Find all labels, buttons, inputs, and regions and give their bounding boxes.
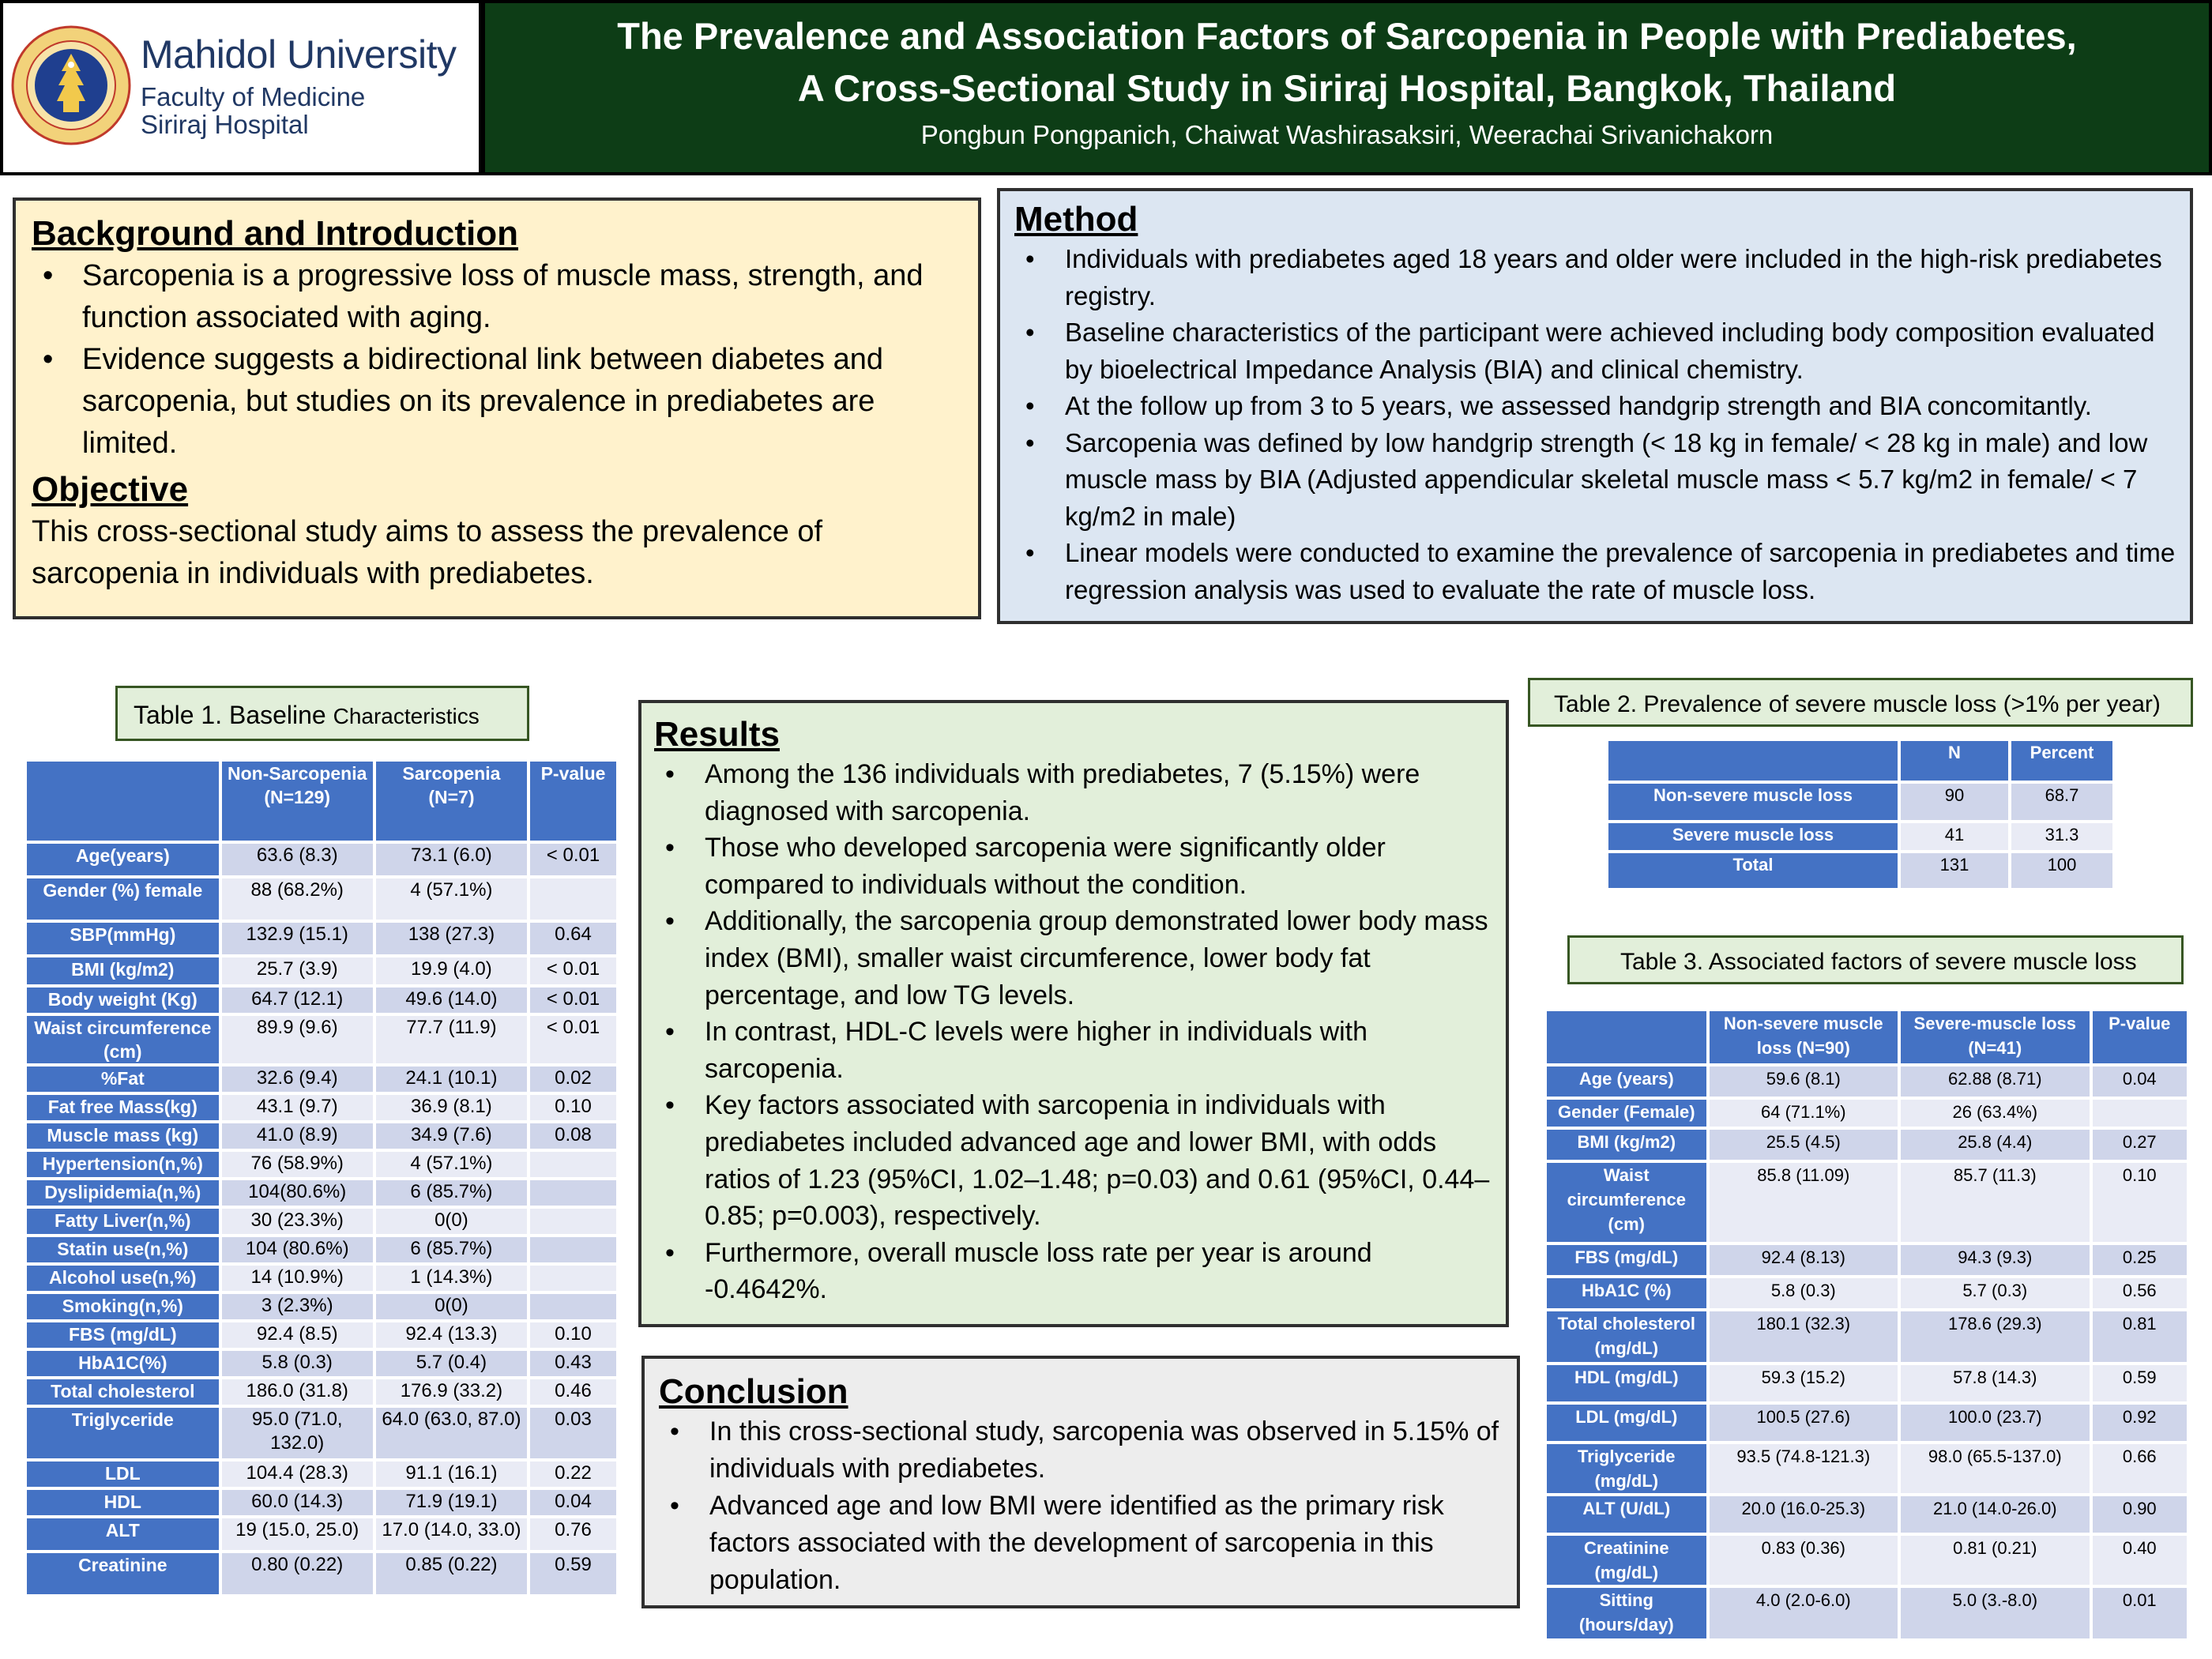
table-cell: 59.3 (15.2) [1710, 1365, 1898, 1401]
row-label: HDL (mg/dL) [1547, 1365, 1706, 1401]
table-row [27, 1016, 616, 1063]
table-row [1547, 1278, 2187, 1308]
table-cell: 5.7 (0.4) [376, 1351, 527, 1376]
method-bullet: • Linear models were conducted to examine the prevalence of sarcopenia in prediabetes and time regression analysis was used to evaluate the rate of muscle loss. [1014, 535, 2176, 608]
row-label: Fat free Mass(kg) [27, 1095, 219, 1120]
university-seal-logo [8, 22, 134, 149]
row-label: Non-severe muscle loss [1608, 784, 1898, 820]
row-label: Alcohol use(n,%) [27, 1266, 219, 1291]
row-label: Age (years) [1547, 1066, 1706, 1097]
table-cell: 64 (71.1%) [1710, 1100, 1898, 1127]
table-row [1547, 1245, 2187, 1275]
table-cell: < 0.01 [530, 1016, 616, 1063]
table-cell: 92.4 (8.13) [1710, 1245, 1898, 1275]
row-label: Hypertension(n,%) [27, 1152, 219, 1177]
table-cell: 0.46 [530, 1379, 616, 1405]
table-cell: 104(80.6%) [222, 1180, 373, 1206]
table-row [1547, 1130, 2187, 1160]
poster-title-line-2: A Cross-Sectional Study in Siriraj Hospital, Bangkok, Thailand [797, 67, 1897, 109]
conclusion-bullet: • Advanced age and low BMI were identified as the primary risk factors associated with the development of sarcopenia in this population. [659, 1488, 1503, 1599]
table-cell: 0.59 [2093, 1365, 2187, 1401]
table-cell: 0.10 [2093, 1163, 2187, 1242]
table-cell: 19.9 (4.0) [376, 957, 527, 984]
table-cell: 186.0 (31.8) [222, 1379, 373, 1405]
column-header: Non-severe muscle loss (N=90) [1710, 1011, 1898, 1063]
column-header: N [1901, 741, 2008, 781]
column-header: Sarcopenia (N=7) [376, 762, 527, 841]
table-cell [530, 1237, 616, 1262]
row-label: Total cholesterol (mg/dL) [1547, 1311, 1706, 1362]
severe-muscle-loss-prevalence-table [1605, 738, 2116, 891]
table-row [27, 1351, 616, 1376]
table-cell: 138 (27.3) [376, 923, 527, 954]
row-label: BMI (kg/m2) [1547, 1130, 1706, 1160]
table-cell: 31.3 [2011, 823, 2112, 850]
row-label: SBP(mmHg) [27, 923, 219, 954]
results-bullet: • Furthermore, overall muscle loss rate per year is around -0.4642%. [654, 1235, 1493, 1308]
table-cell: 4.0 (2.0-6.0) [1710, 1588, 1898, 1638]
table-row [27, 1408, 616, 1458]
row-label: Triglyceride [27, 1408, 219, 1458]
poster-title-line-1: The Prevalence and Association Factors of Sarcopenia in People with Prediabetes, [617, 15, 2077, 57]
conclusion-panel [641, 1356, 1520, 1608]
poster-title-banner [482, 0, 2212, 175]
table-cell: 6 (85.7%) [376, 1237, 527, 1262]
table-cell: 0.10 [530, 1095, 616, 1120]
table-cell: 0.81 (0.21) [1901, 1536, 2090, 1585]
table-cell [530, 1209, 616, 1234]
background-bullet: • Evidence suggests a bidirectional link between diabetes and sarcopenia, but studies on its prevalence in prediabetes are limited. [32, 339, 962, 465]
table-cell: 17.0 (14.0, 33.0) [376, 1518, 527, 1550]
table-cell: 32.6 (9.4) [222, 1066, 373, 1092]
table-cell: 131 [1901, 853, 2008, 888]
table-row [27, 1294, 616, 1319]
table-cell: 85.7 (11.3) [1901, 1163, 2090, 1242]
table-cell: 14 (10.9%) [222, 1266, 373, 1291]
table-cell: 176.9 (33.2) [376, 1379, 527, 1405]
table-cell: 41 [1901, 823, 2008, 850]
table-cell: 0.83 (0.36) [1710, 1536, 1898, 1585]
background-heading: Background and Introduction [32, 214, 518, 253]
method-bullet: • At the follow up from 3 to 5 years, we assessed handgrip strength and BIA concomitantly. [1014, 388, 2176, 425]
results-bullet: • Additionally, the sarcopenia group demonstrated lower body mass index (BMI), smaller waist circumference, lower body fat percentage, and low TG levels. [654, 903, 1493, 1014]
method-panel [997, 188, 2193, 624]
table-row [27, 1322, 616, 1348]
row-label: Creatinine [27, 1553, 219, 1594]
table-cell: 25.5 (4.5) [1710, 1130, 1898, 1160]
table-cell: 68.7 [2011, 784, 2112, 820]
table-cell: 88 (68.2%) [222, 878, 373, 920]
row-label: Statin use(n,%) [27, 1237, 219, 1262]
table-cell: 1 (14.3%) [376, 1266, 527, 1291]
conclusion-bullet: • In this cross-sectional study, sarcopenia was observed in 5.15% of individuals with prediabetes. [659, 1413, 1503, 1488]
table-cell: 98.0 (65.5-137.0) [1901, 1444, 2090, 1493]
method-heading: Method [1014, 200, 1138, 239]
table-header-row [27, 762, 616, 841]
column-header: P-value [530, 762, 616, 841]
conclusion-bullet-list [659, 1413, 1503, 1599]
objective-heading: Objective [32, 470, 189, 509]
table-cell: 36.9 (8.1) [376, 1095, 527, 1120]
table-cell: 0.90 [2093, 1496, 2187, 1533]
table-cell: 0.27 [2093, 1130, 2187, 1160]
table-row [27, 988, 616, 1013]
row-label: BMI (kg/m2) [27, 957, 219, 984]
table-row [27, 1180, 616, 1206]
table-row [1547, 1588, 2187, 1638]
table-row [1608, 853, 2112, 888]
table-cell: 60.0 (14.3) [222, 1490, 373, 1515]
table-cell: 5.8 (0.3) [222, 1351, 373, 1376]
row-label: Total cholesterol [27, 1379, 219, 1405]
row-label: Waist circumference (cm) [27, 1016, 219, 1063]
objective-text: This cross-sectional study aims to assess the prevalence of sarcopenia in individuals with prediabetes. [32, 515, 823, 590]
table-cell: 71.9 (19.1) [376, 1490, 527, 1515]
table-cell: 34.9 (7.6) [376, 1123, 527, 1149]
university-name: Mahidol University [141, 32, 457, 77]
method-bullet: • Individuals with prediabetes aged 18 years and older were included in the high-risk prediabetes registry. [1014, 241, 2176, 314]
table-cell: 0.01 [2093, 1588, 2187, 1638]
table-cell: 0.02 [530, 1066, 616, 1092]
hospital-name: Siriraj Hospital [141, 110, 309, 139]
table-cell: 104 (80.6%) [222, 1237, 373, 1262]
table-cell: 25.8 (4.4) [1901, 1130, 2090, 1160]
method-bullet: • Sarcopenia was defined by low handgrip strength (< 18 kg in female/ < 28 kg in male) and low muscle mass by BIA (Adjusted appendicular skeletal muscle mass < 5.7 kg/m2 in female/ < 7 kg/m2 in male) [1014, 425, 2176, 536]
table-row [27, 1237, 616, 1262]
row-label: Age(years) [27, 844, 219, 875]
table-cell: 5.0 (3.-8.0) [1901, 1588, 2090, 1638]
row-label: HbA1C(%) [27, 1351, 219, 1376]
row-label: HbA1C (%) [1547, 1278, 1706, 1308]
table-cell [2093, 1100, 2187, 1127]
table-cell: 62.88 (8.71) [1901, 1066, 2090, 1097]
row-label: Total [1608, 853, 1898, 888]
row-label: Gender (Female) [1547, 1100, 1706, 1127]
table-cell: 59.6 (8.1) [1710, 1066, 1898, 1097]
results-bullet: • In contrast, HDL-C levels were higher in individuals with sarcopenia. [654, 1014, 1493, 1087]
column-header: Non-Sarcopenia (N=129) [222, 762, 373, 841]
table-cell: 0.85 (0.22) [376, 1553, 527, 1594]
table-cell: 0.66 [2093, 1444, 2187, 1493]
table-cell: 0.80 (0.22) [222, 1553, 373, 1594]
table-cell: 92.4 (8.5) [222, 1322, 373, 1348]
row-label: HDL [27, 1490, 219, 1515]
column-header: Percent [2011, 741, 2112, 781]
table-cell: 0(0) [376, 1294, 527, 1319]
table-cell: 90 [1901, 784, 2008, 820]
table-cell: 0.81 [2093, 1311, 2187, 1362]
table-cell: 24.1 (10.1) [376, 1066, 527, 1092]
column-header: P-value [2093, 1011, 2187, 1063]
results-bullet: • Those who developed sarcopenia were significantly older compared to individuals without the condition. [654, 830, 1493, 903]
table-cell: 0.59 [530, 1553, 616, 1594]
row-label: Gender (%) female [27, 878, 219, 920]
table-row [1547, 1405, 2187, 1441]
table-cell: 0.03 [530, 1408, 616, 1458]
table-row [1547, 1444, 2187, 1493]
row-label: Smoking(n,%) [27, 1294, 219, 1319]
table-cell: 0.76 [530, 1518, 616, 1550]
background-bullet: • Sarcopenia is a progressive loss of muscle mass, strength, and function associated with aging. [32, 255, 962, 339]
table-cell: < 0.01 [530, 957, 616, 984]
table-cell: 0.40 [2093, 1536, 2187, 1585]
table-cell: 41.0 (8.9) [222, 1123, 373, 1149]
table-cell: 49.6 (14.0) [376, 988, 527, 1013]
faculty-name: Faculty of Medicine [141, 82, 366, 111]
table-cell: 4 (57.1%) [376, 878, 527, 920]
row-label: Muscle mass (kg) [27, 1123, 219, 1149]
table-cell: 180.1 (32.3) [1710, 1311, 1898, 1362]
row-label: ALT [27, 1518, 219, 1550]
table-cell: 178.6 (29.3) [1901, 1311, 2090, 1362]
table-cell: 95.0 (71.0, 132.0) [222, 1408, 373, 1458]
table-cell: 63.6 (8.3) [222, 844, 373, 875]
table-row [27, 1152, 616, 1177]
table-cell: 0.25 [2093, 1245, 2187, 1275]
table-row [1547, 1163, 2187, 1242]
table-cell: < 0.01 [530, 988, 616, 1013]
column-header: Severe-muscle loss (N=41) [1901, 1011, 2090, 1063]
table-cell: 0.08 [530, 1123, 616, 1149]
table-cell: 43.1 (9.7) [222, 1095, 373, 1120]
table-row [1547, 1100, 2187, 1127]
table-row [1547, 1496, 2187, 1533]
table-cell: 100 [2011, 853, 2112, 888]
table-row [1547, 1536, 2187, 1585]
method-bullet: • Baseline characteristics of the participant were achieved including body composition evaluated by bioelectrical Impedance Analysis (BIA) and clinical chemistry. [1014, 314, 2176, 388]
table-cell [530, 878, 616, 920]
row-label: Body weight (Kg) [27, 988, 219, 1013]
results-panel [638, 700, 1509, 1327]
row-label: Sitting (hours/day) [1547, 1588, 1706, 1638]
table-cell: 85.8 (11.09) [1710, 1163, 1898, 1242]
results-heading: Results [654, 715, 780, 754]
associated-factors-table [1544, 1008, 2190, 1642]
column-header [27, 762, 219, 841]
table-cell: 5.7 (0.3) [1901, 1278, 2090, 1308]
table-cell: 100.5 (27.6) [1710, 1405, 1898, 1441]
table-cell: 57.8 (14.3) [1901, 1365, 2090, 1401]
table-row [1608, 823, 2112, 850]
table-cell: 100.0 (23.7) [1901, 1405, 2090, 1441]
table2-caption: Table 2. Prevalence of severe muscle loss (>1% per year) [1528, 678, 2193, 727]
row-label: LDL [27, 1462, 219, 1487]
background-panel [13, 198, 981, 619]
method-bullet-list [1014, 241, 2176, 608]
table-cell: < 0.01 [530, 844, 616, 875]
row-label: FBS (mg/dL) [27, 1322, 219, 1348]
table-cell [530, 1294, 616, 1319]
column-header [1547, 1011, 1706, 1063]
row-label: Creatinine (mg/dL) [1547, 1536, 1706, 1585]
table-cell: 0(0) [376, 1209, 527, 1234]
table-row [1547, 1311, 2187, 1362]
background-bullet-list [32, 255, 962, 465]
column-header [1608, 741, 1898, 781]
table-cell [530, 1180, 616, 1206]
table-row [1547, 1365, 2187, 1401]
table-cell: 0.64 [530, 923, 616, 954]
row-label: Triglyceride (mg/dL) [1547, 1444, 1706, 1493]
table-cell: 92.4 (13.3) [376, 1322, 527, 1348]
table-row [27, 1553, 616, 1594]
table-cell: 21.0 (14.0-26.0) [1901, 1496, 2090, 1533]
table-row [27, 1266, 616, 1291]
table-cell: 73.1 (6.0) [376, 844, 527, 875]
row-label: LDL (mg/dL) [1547, 1405, 1706, 1441]
table-cell: 64.7 (12.1) [222, 988, 373, 1013]
table1-caption-main: Table 1. Baseline [134, 701, 326, 729]
table-cell: 0.22 [530, 1462, 616, 1487]
table-cell: 132.9 (15.1) [222, 923, 373, 954]
row-label: Fatty Liver(n,%) [27, 1209, 219, 1234]
table-row [1547, 1066, 2187, 1097]
table-cell: 0.10 [530, 1322, 616, 1348]
table-cell: 0.56 [2093, 1278, 2187, 1308]
table-cell [530, 1266, 616, 1291]
table-cell: 4 (57.1%) [376, 1152, 527, 1177]
baseline-characteristics-table [24, 758, 619, 1597]
author-list: Pongbun Pongpanich, Chaiwat Washirasaksiri, Weerachai Srivanichakorn [920, 120, 1774, 149]
table-cell: 19 (15.0, 25.0) [222, 1518, 373, 1550]
row-label: Severe muscle loss [1608, 823, 1898, 850]
table-cell [530, 1152, 616, 1177]
table-header-row [1608, 741, 2112, 781]
table3-caption: Table 3. Associated factors of severe muscle loss [1567, 935, 2184, 984]
table-cell: 30 (23.3%) [222, 1209, 373, 1234]
table-cell: 5.8 (0.3) [1710, 1278, 1898, 1308]
table-header-row [1547, 1011, 2187, 1063]
results-bullet: • Key factors associated with sarcopenia in individuals with prediabetes included advanced age and lower BMI, with odds ratios of 1.23 (95%CI, 1.02–1.48; p=0.03) and 0.61 (95%CI, 0.44–0.85; p=0.003), respectively. [654, 1087, 1493, 1234]
table-cell: 64.0 (63.0, 87.0) [376, 1408, 527, 1458]
table-cell: 0.04 [530, 1490, 616, 1515]
row-label: Dyslipidemia(n,%) [27, 1180, 219, 1206]
table-cell: 20.0 (16.0-25.3) [1710, 1496, 1898, 1533]
table-row [27, 1095, 616, 1120]
table-cell: 25.7 (3.9) [222, 957, 373, 984]
table-row [27, 844, 616, 875]
table-row [27, 1462, 616, 1487]
conclusion-heading: Conclusion [659, 1372, 848, 1411]
row-label: Waist circumference (cm) [1547, 1163, 1706, 1242]
row-label: ALT (U/dL) [1547, 1496, 1706, 1533]
table-row [27, 878, 616, 920]
results-bullet: • Among the 136 individuals with prediabetes, 7 (5.15%) were diagnosed with sarcopenia. [654, 756, 1493, 830]
table1-caption-small: Characteristics [333, 704, 480, 728]
table-cell: 76 (58.9%) [222, 1152, 373, 1177]
table1-caption [115, 686, 529, 741]
table-cell: 104.4 (28.3) [222, 1462, 373, 1487]
table-row [27, 1123, 616, 1149]
row-label: FBS (mg/dL) [1547, 1245, 1706, 1275]
table-row [27, 1209, 616, 1234]
table-cell: 91.1 (16.1) [376, 1462, 527, 1487]
table-cell: 6 (85.7%) [376, 1180, 527, 1206]
table-row [1608, 784, 2112, 820]
table-cell: 0.92 [2093, 1405, 2187, 1441]
row-label: %Fat [27, 1066, 219, 1092]
table-cell: 93.5 (74.8-121.3) [1710, 1444, 1898, 1493]
table-row [27, 1379, 616, 1405]
table-row [27, 1518, 616, 1550]
table-row [27, 1490, 616, 1515]
logo-box [0, 0, 482, 175]
table-row [27, 923, 616, 954]
table-cell: 77.7 (11.9) [376, 1016, 527, 1063]
table-row [27, 1066, 616, 1092]
table-cell: 3 (2.3%) [222, 1294, 373, 1319]
table-cell: 0.43 [530, 1351, 616, 1376]
table-row [27, 957, 616, 984]
table-cell: 26 (63.4%) [1901, 1100, 2090, 1127]
table-cell: 89.9 (9.6) [222, 1016, 373, 1063]
results-bullet-list [654, 756, 1493, 1308]
table-cell: 0.04 [2093, 1066, 2187, 1097]
table-cell: 94.3 (9.3) [1901, 1245, 2090, 1275]
